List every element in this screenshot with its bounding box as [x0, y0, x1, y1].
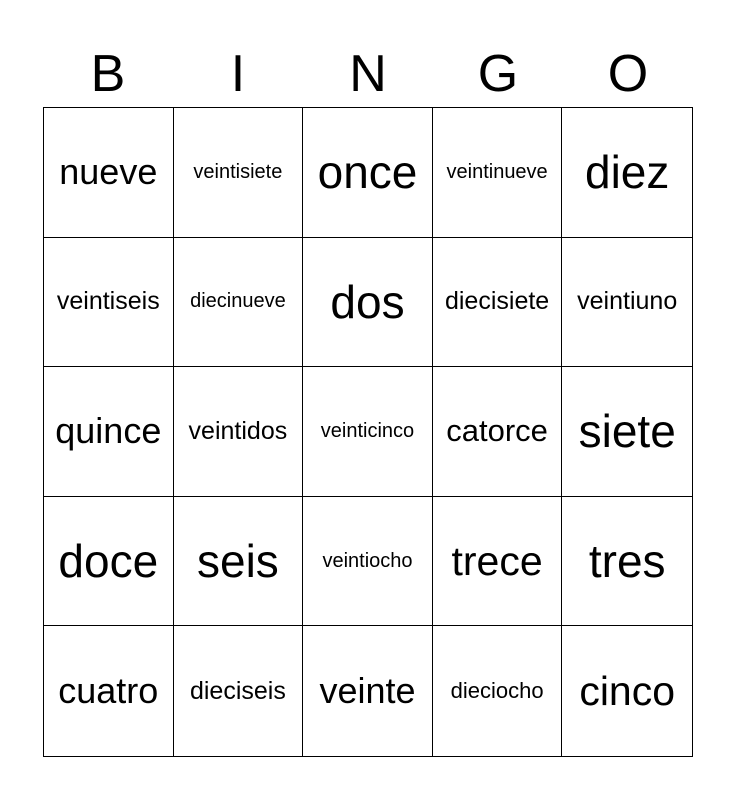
bingo-header [43, 40, 693, 108]
bingo-cell[interactable]: tres [562, 497, 692, 627]
bingo-cell[interactable]: trece [433, 497, 563, 627]
bingo-cell[interactable]: veintisiete [174, 108, 304, 238]
bingo-cell[interactable]: diecinueve [174, 238, 304, 368]
bingo-cell[interactable]: dieciocho [433, 626, 563, 756]
bingo-cell[interactable]: dos [303, 238, 433, 368]
bingo-cell[interactable]: dieciseis [174, 626, 304, 756]
bingo-cell[interactable]: doce [44, 497, 174, 627]
header-letter-n: N [349, 45, 387, 103]
bingo-cell[interactable]: veintidos [174, 367, 304, 497]
bingo-cell[interactable]: veintiseis [44, 238, 174, 368]
header-letter-o: O [607, 45, 649, 103]
bingo-board [43, 107, 693, 757]
bingo-cell[interactable]: veintinueve [433, 108, 563, 238]
bingo-cell[interactable]: once [303, 108, 433, 238]
bingo-cell[interactable]: catorce [433, 367, 563, 497]
bingo-cell[interactable]: veintiocho [303, 497, 433, 627]
bingo-cell[interactable]: diecisiete [433, 238, 563, 368]
bingo-cell[interactable]: nueve [44, 108, 174, 238]
bingo-cell[interactable]: cinco [579, 667, 676, 714]
header-letter-i: I [230, 45, 246, 103]
bingo-cell[interactable]: siete [562, 367, 692, 497]
bingo-cell[interactable]: diez [562, 108, 692, 238]
bingo-cell[interactable]: seis [174, 497, 304, 627]
bingo-cell[interactable]: veinte [303, 626, 433, 756]
bingo-cell[interactable]: cuatro [44, 626, 174, 756]
bingo-cell[interactable]: veinticinco [303, 367, 433, 497]
bingo-cell[interactable]: veintiuno [562, 238, 692, 368]
header-letter-g: G [477, 45, 519, 103]
header-letter-b: B [90, 45, 126, 103]
bingo-cell[interactable]: quince [44, 367, 174, 497]
